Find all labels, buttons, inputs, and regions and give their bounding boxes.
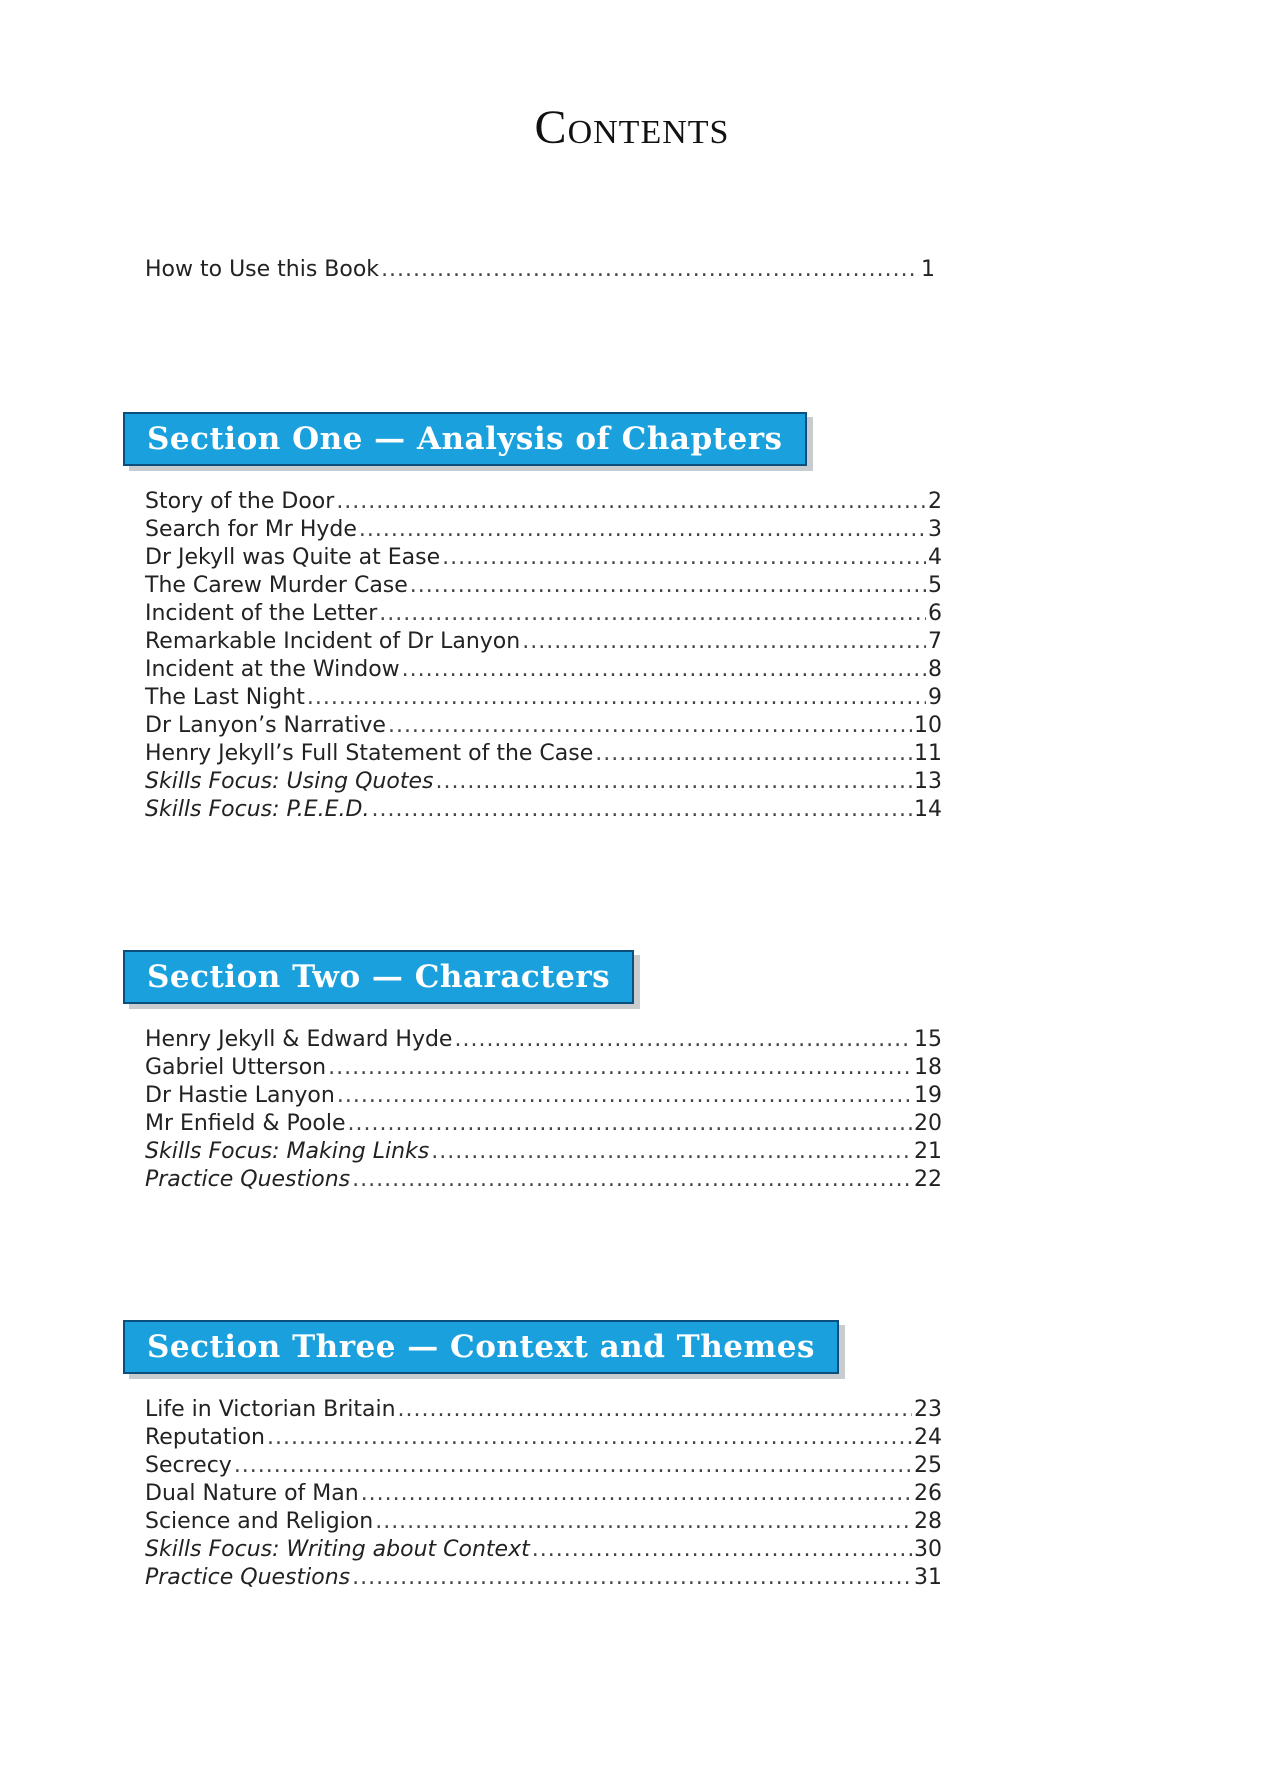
section-header: Section One — Analysis of Chapters — [123, 412, 807, 466]
toc-entry-page: 9 — [928, 685, 942, 710]
toc-entry-page: 5 — [928, 573, 942, 598]
toc-entry-label: Secrecy — [145, 1453, 232, 1478]
toc-entry-page: 7 — [928, 629, 942, 654]
toc-entry-page: 26 — [914, 1481, 942, 1506]
toc-entry-page: 28 — [914, 1509, 942, 1534]
toc-entry-page: 25 — [914, 1453, 942, 1478]
toc-entry[interactable] — [145, 544, 942, 572]
toc-entry-page: 15 — [914, 1027, 942, 1052]
toc-entry[interactable] — [145, 1452, 942, 1480]
toc-leader-dots — [381, 256, 919, 284]
toc-entry-label: Mr Enfield & Poole — [145, 1111, 346, 1136]
toc-entry[interactable] — [145, 628, 942, 656]
toc-entry[interactable] — [145, 1082, 942, 1110]
toc-entry-page: 10 — [914, 713, 942, 738]
toc-entry[interactable] — [145, 1026, 942, 1054]
toc-leader-dots — [442, 544, 926, 572]
toc-leader-dots — [234, 1452, 912, 1480]
toc-entry[interactable] — [145, 1166, 942, 1194]
toc-entry-page: 2 — [928, 489, 942, 514]
toc-entry-page: 23 — [914, 1397, 942, 1422]
toc-entry-label: Dual Nature of Man — [145, 1481, 359, 1506]
toc-entry-page: 6 — [928, 601, 942, 626]
toc-entry-label: Henry Jekyll & Edward Hyde — [145, 1027, 453, 1052]
toc-entry-label: Science and Religion — [145, 1509, 374, 1534]
toc-leader-dots — [375, 1508, 912, 1536]
toc-entry-label: Incident at the Window — [145, 657, 400, 682]
toc-entry[interactable] — [145, 1564, 942, 1592]
toc-entry-label: Henry Jekyll’s Full Statement of the Case — [145, 741, 594, 766]
toc-entry[interactable] — [145, 256, 935, 284]
toc-entry-label: Skills Focus: Making Links — [145, 1139, 430, 1164]
toc-entry-page: 4 — [928, 545, 942, 570]
toc-leader-dots — [361, 1480, 912, 1508]
toc-entry[interactable] — [145, 488, 942, 516]
page-title: Contents — [534, 101, 730, 154]
toc-entry[interactable] — [145, 1138, 942, 1166]
toc-entry-label: Gabriel Utterson — [145, 1055, 327, 1080]
toc-entry-label: Practice Questions — [145, 1565, 351, 1590]
intro-entry — [145, 256, 935, 284]
toc-entry[interactable] — [145, 656, 942, 684]
toc-entry-label: Dr Jekyll was Quite at Ease — [145, 545, 441, 570]
toc-entry[interactable] — [145, 516, 942, 544]
toc-entry-page: 8 — [928, 657, 942, 682]
toc-entry-label: Practice Questions — [145, 1167, 351, 1192]
toc-leader-dots — [454, 1026, 912, 1054]
toc-entry-page: 21 — [914, 1139, 942, 1164]
toc-leader-dots — [352, 1564, 912, 1592]
toc-leader-dots — [431, 1138, 912, 1166]
toc-entry[interactable] — [145, 572, 942, 600]
toc-entry[interactable] — [145, 768, 942, 796]
toc-entry[interactable] — [145, 1424, 942, 1452]
toc-entry-label: Search for Mr Hyde — [145, 517, 357, 542]
section-entries — [145, 488, 942, 824]
toc-leader-dots — [402, 656, 926, 684]
toc-leader-dots — [348, 1110, 912, 1138]
toc-entry-page: 31 — [914, 1565, 942, 1590]
toc-leader-dots — [337, 1082, 912, 1110]
toc-leader-dots — [336, 488, 926, 516]
toc-leader-dots — [398, 1396, 912, 1424]
toc-entry[interactable] — [145, 1536, 942, 1564]
section-two — [145, 950, 942, 1194]
toc-entry-label: Skills Focus: Using Quotes — [145, 769, 434, 794]
toc-entry-page: 20 — [914, 1111, 942, 1136]
toc-leader-dots — [359, 516, 926, 544]
toc-leader-dots — [410, 572, 926, 600]
toc-entry-page: 3 — [928, 517, 942, 542]
toc-leader-dots — [379, 600, 926, 628]
toc-entry-label: Skills Focus: Writing about Context — [145, 1537, 530, 1562]
toc-entry-label: The Carew Murder Case — [145, 573, 408, 598]
toc-leader-dots — [307, 684, 926, 712]
section-header: Section Three — Context and Themes — [123, 1320, 839, 1374]
toc-leader-dots — [522, 628, 926, 656]
toc-entry[interactable] — [145, 684, 942, 712]
toc-leader-dots — [532, 1536, 912, 1564]
toc-entry-label: Skills Focus: P.E.E.D. — [145, 797, 370, 822]
toc-entry-label: Reputation — [145, 1425, 265, 1450]
toc-entry-page: 14 — [914, 797, 942, 822]
toc-entry-page: 24 — [914, 1425, 942, 1450]
toc-entry[interactable] — [145, 1110, 942, 1138]
toc-leader-dots — [267, 1424, 912, 1452]
toc-entry-page: 1 — [921, 257, 935, 282]
toc-entry-label: Life in Victorian Britain — [145, 1397, 396, 1422]
toc-entry[interactable] — [145, 600, 942, 628]
toc-entry-page: 22 — [914, 1167, 942, 1192]
toc-entry-label: Dr Hastie Lanyon — [145, 1083, 335, 1108]
toc-entry[interactable] — [145, 1508, 942, 1536]
section-one — [145, 412, 942, 824]
section-entries — [145, 1396, 942, 1592]
toc-entry-label: Remarkable Incident of Dr Lanyon — [145, 629, 521, 654]
toc-leader-dots — [328, 1054, 912, 1082]
section-three — [145, 1320, 942, 1592]
toc-entry[interactable] — [145, 1480, 942, 1508]
toc-entry-label: How to Use this Book — [145, 257, 380, 282]
toc-entry-label: Story of the Door — [145, 489, 335, 514]
toc-leader-dots — [388, 712, 912, 740]
toc-leader-dots — [595, 740, 912, 768]
toc-entry[interactable] — [145, 1396, 942, 1424]
toc-entry-page: 11 — [914, 741, 942, 766]
toc-entry-label: Dr Lanyon’s Narrative — [145, 713, 386, 738]
toc-entry-page: 19 — [914, 1083, 942, 1108]
toc-leader-dots — [352, 1166, 912, 1194]
toc-entry-page: 30 — [914, 1537, 942, 1562]
toc-entry[interactable] — [145, 1054, 942, 1082]
toc-entry[interactable] — [145, 740, 942, 768]
toc-entry-page: 18 — [914, 1055, 942, 1080]
toc-entry-page: 13 — [914, 769, 942, 794]
toc-entry-label: Incident of the Letter — [145, 601, 378, 626]
section-header: Section Two — Characters — [123, 950, 634, 1004]
toc-entry[interactable] — [145, 796, 942, 824]
toc-entry-label: The Last Night — [145, 685, 305, 710]
toc-entry[interactable] — [145, 712, 942, 740]
section-entries — [145, 1026, 942, 1194]
toc-leader-dots — [435, 768, 912, 796]
toc-leader-dots — [371, 796, 912, 824]
